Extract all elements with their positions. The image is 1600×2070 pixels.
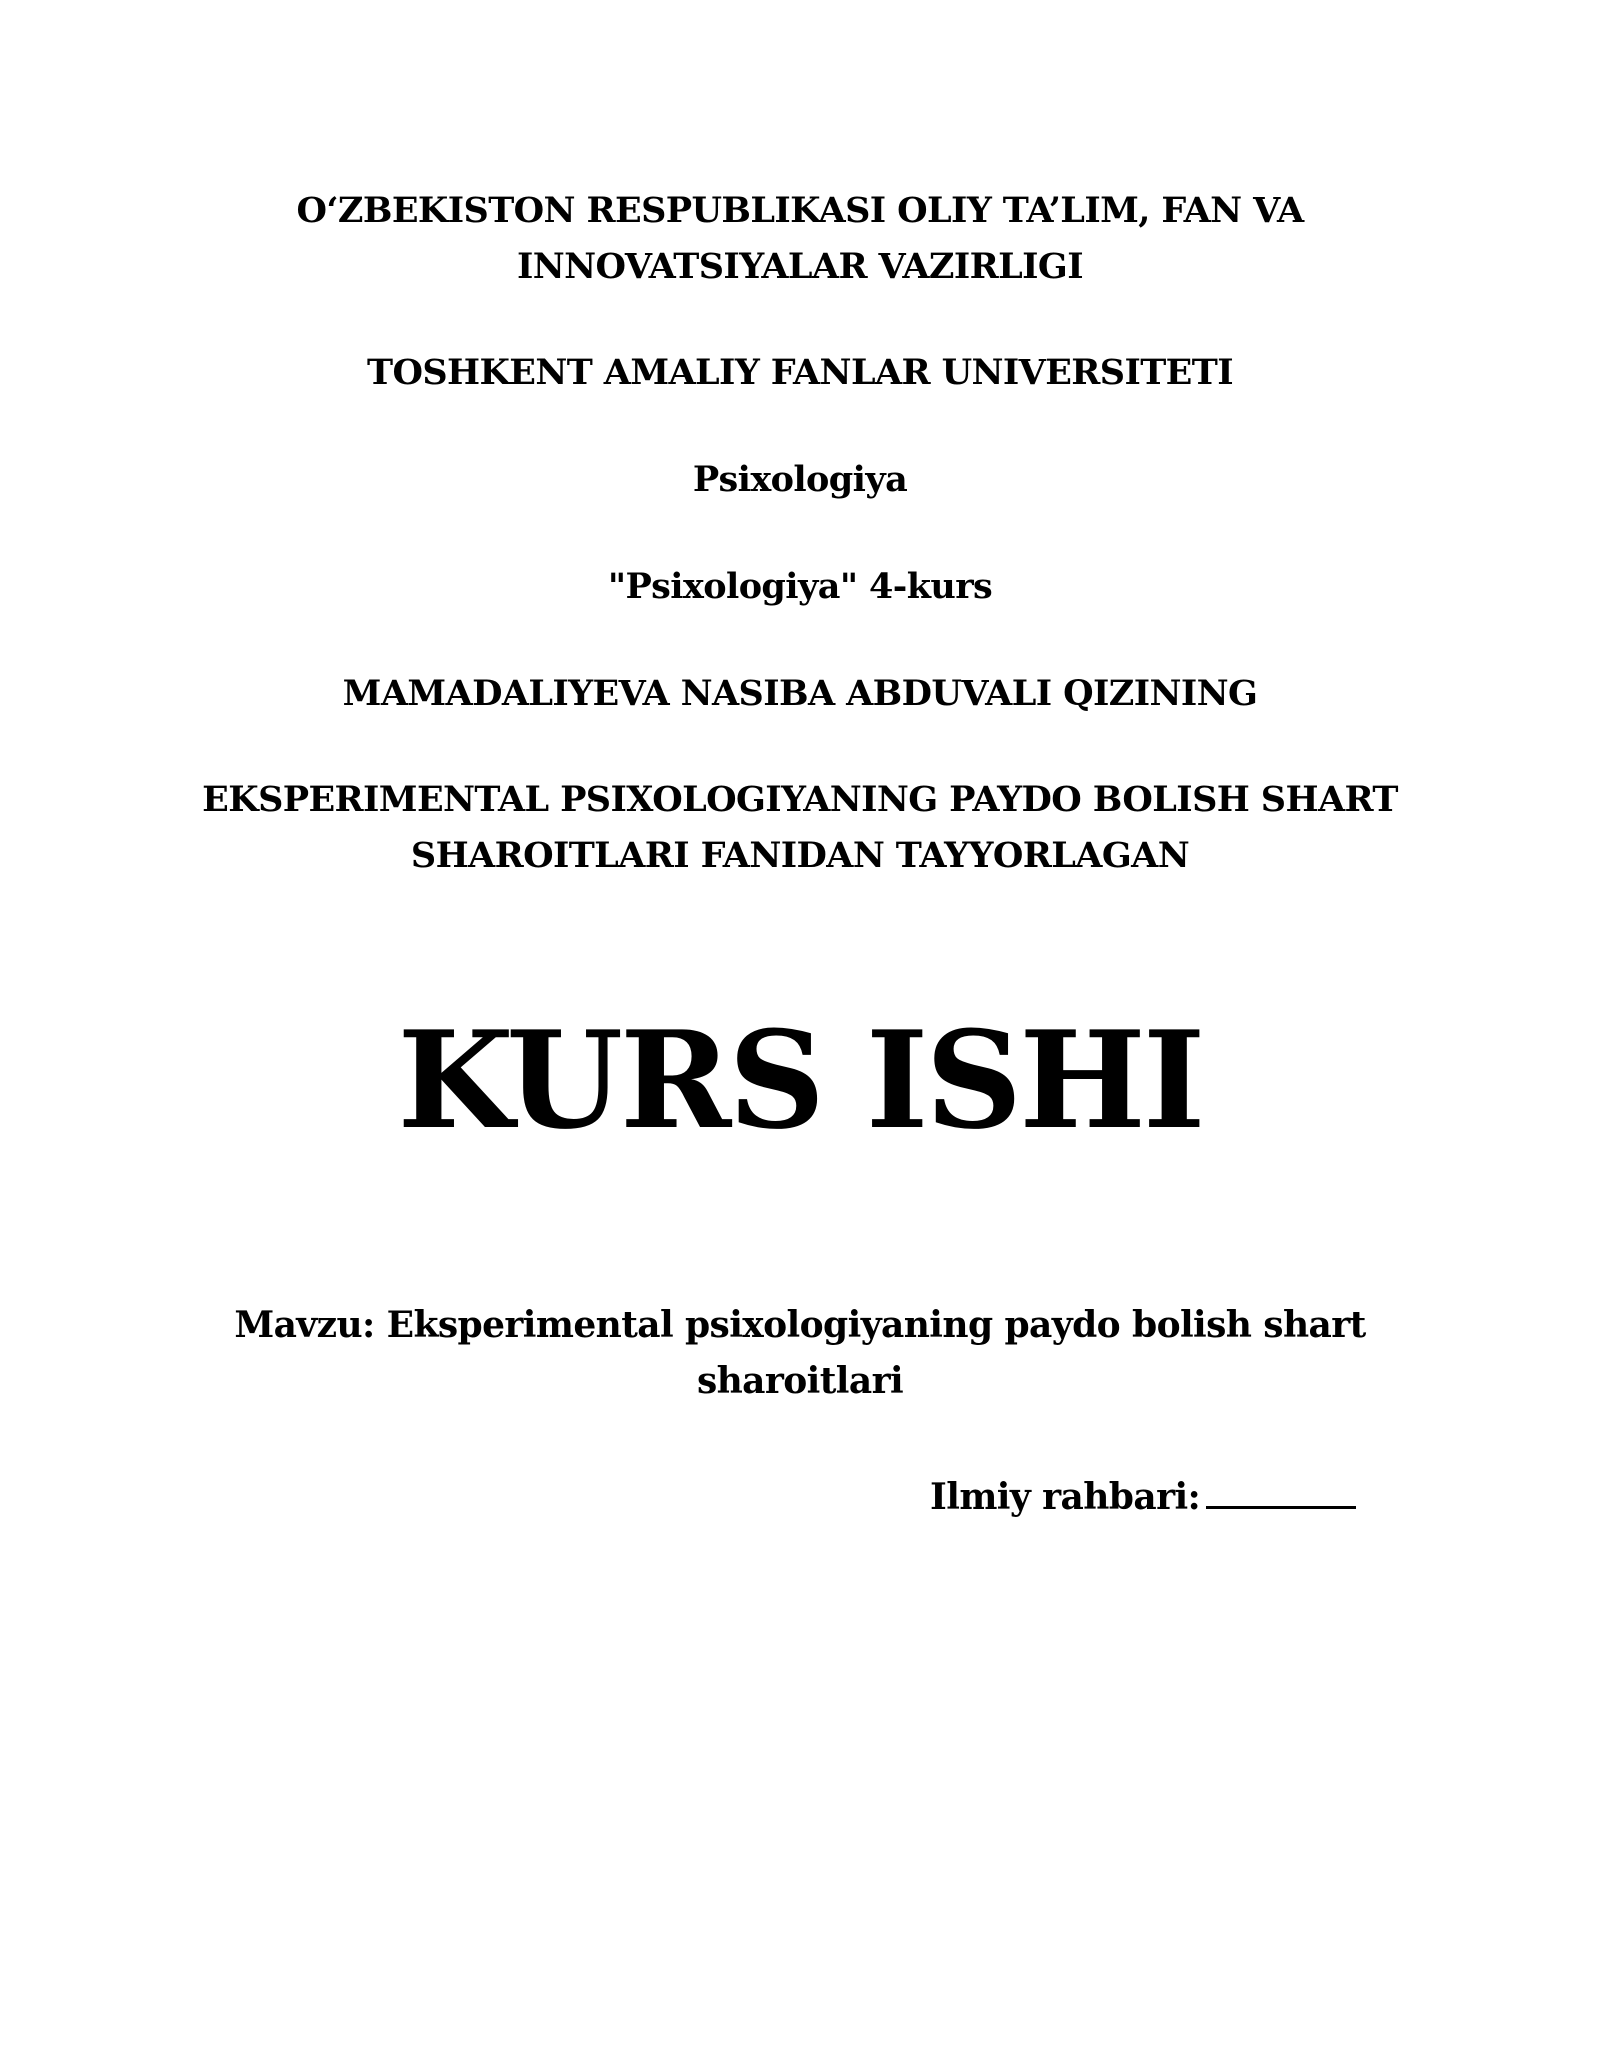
student-name: MAMADALIYEVA NASIBA ABDUVALI QIZINING [342, 673, 1258, 714]
supervisor-blank-line [1206, 1466, 1356, 1509]
subject-line-2: SHAROITLARI FANIDAN TAYYORLAGAN [410, 835, 1190, 876]
ministry-line-2: INNOVATSIYALAR VAZIRLIGI [517, 246, 1083, 287]
ministry-line-1: O‘ZBEKISTON RESPUBLIKASI OLIY TA’LIM, FAN VA [296, 190, 1304, 231]
topic-line-1: Mavzu: Eksperimental psixologiyaning paydo bolish shart [234, 1304, 1366, 1346]
subject-heading [0, 772, 1600, 884]
topic-line-2: sharoitlari [696, 1360, 904, 1402]
document-type-title: KURS ISHI [397, 1001, 1203, 1159]
subject-line-1: EKSPERIMENTAL PSIXOLOGIYANING PAYDO BOLISH SHART [202, 779, 1398, 820]
course-info: "Psixologiya" 4-kurs [607, 566, 993, 607]
department-name: Psixologiya [692, 459, 908, 500]
supervisor-field [930, 1466, 1356, 1525]
ministry-heading [0, 183, 1600, 295]
university-name: TOSHKENT AMALIY FANLAR UNIVERSITETI [367, 352, 1233, 393]
supervisor-label: Ilmiy rahbari: [930, 1476, 1201, 1518]
topic-block [0, 1297, 1600, 1409]
